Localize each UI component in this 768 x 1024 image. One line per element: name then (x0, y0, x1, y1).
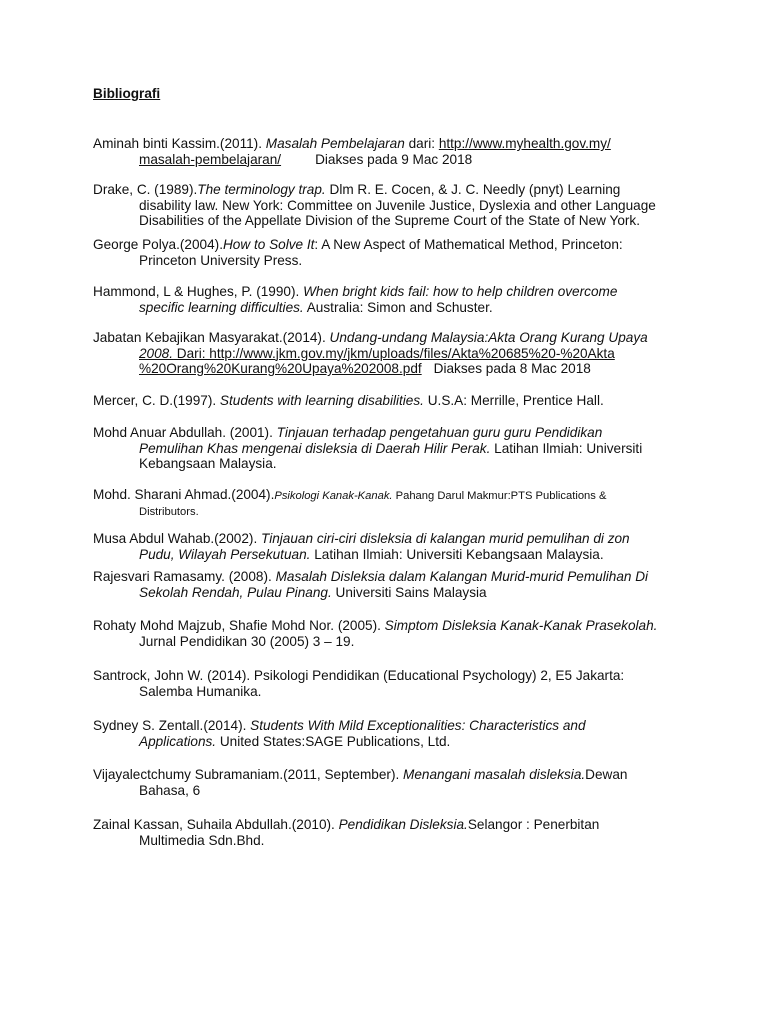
entry-author: Rajesvari Ramasamy. (2008). (93, 569, 276, 584)
bib-entry-rajesvari (93, 569, 693, 600)
entry-author: Vijayalectchumy Subramaniam.(2011, September). (93, 767, 404, 782)
entry-link-continued[interactable]: masalah-pembelajaran/ (139, 151, 282, 167)
bib-entry-santrock (93, 668, 693, 699)
entry-text: Selangor : Penerbitan (467, 817, 600, 832)
entry-title: Masalah Pembelajaran (265, 136, 405, 151)
entry-title: Psikologi Kanak-Kanak. (274, 490, 393, 502)
entry-title: Students With Mild Exceptionalities: Characteristics and (250, 718, 586, 733)
entry-title-continued: Sekolah Rendah, Pulau Pinang. (139, 584, 332, 600)
entry-text: Disabilities of the Appellate Division of the Supreme Court of the State of New York. (139, 213, 640, 228)
entry-text: Bahasa, 6 (139, 782, 201, 798)
entry-title: Students with learning disabilities. (219, 393, 424, 408)
entry-text: Australia: Simon and Schuster. (303, 299, 493, 315)
bib-entry-rohaty (93, 618, 693, 649)
bib-entry-zentall (93, 718, 693, 749)
bib-entry-sharani (93, 487, 693, 520)
bib-entry-musa (93, 531, 693, 562)
entry-author: Musa Abdul Wahab.(2002). (93, 531, 262, 546)
bib-entry-jkm (93, 330, 693, 377)
bib-entry-hammond (93, 284, 693, 315)
bib-entry-polya (93, 237, 693, 268)
entry-title: When bright kids fail: how to help children overcome (303, 284, 618, 299)
entry-author: Santrock, John W. (2014). Psikologi Pendidikan (Educational Psychology) 2, E5 Jakarta: (93, 668, 625, 683)
entry-text: Dewan (585, 767, 628, 782)
entry-author: Hammond, L & Hughes, P. (1990). (93, 284, 304, 299)
entry-text: U.S.A: Merrille, Prentice Hall. (423, 393, 604, 408)
entry-author: Mercer, C. D.(1997). (93, 393, 220, 408)
entry-title-continued: 2008. (139, 345, 174, 361)
entry-title: The terminology trap. (197, 182, 326, 197)
entry-text: Kebangsaan Malaysia. (139, 456, 277, 471)
entry-title-continued: specific learning difficulties. (139, 299, 304, 315)
entry-author: Jabatan Kebajikan Masyarakat.(2014). (93, 330, 330, 345)
bib-entry-drake (93, 182, 713, 229)
entry-text: Jurnal Pendidikan 30 (2005) 3 – 19. (139, 633, 355, 649)
entry-author: Aminah binti Kassim.(2011). (93, 136, 266, 151)
bib-entry-zainal (93, 817, 693, 848)
entry-author: Mohd. Sharani Ahmad.(2004). (93, 487, 275, 502)
bibliography-heading: Bibliografi (93, 86, 161, 101)
entry-text: Latihan Ilmiah: Universiti Kebangsaan Malaysia. (310, 546, 604, 562)
entry-title: Tinjauan ciri-ciri disleksia di kalangan murid pemulihan di zon (261, 531, 630, 546)
entry-text: Pahang Darul Makmur:PTS Publications & (392, 490, 607, 502)
entry-text: dari: (404, 136, 439, 151)
entry-title-continued: Pemulihan Khas mengenai disleksia di Daerah Hilir Perak. (139, 440, 491, 456)
entry-text: Dlm R. E. Cocen, & J. C. Needly (pnyt) Learning (325, 182, 621, 197)
bib-entry-vijayalectchumy (93, 767, 693, 798)
entry-text: Princeton University Press. (139, 252, 303, 268)
entry-link[interactable]: Dari: http://www.jkm.gov.my/jkm/uploads/files/Akta%20685%20-%20Akta (173, 345, 615, 361)
bib-entry-mohd-anuar (93, 425, 693, 472)
entry-text: Multimedia Sdn.Bhd. (139, 832, 265, 848)
entry-text: : A New Aspect of Mathematical Method, Princeton: (314, 237, 623, 252)
bib-entry-aminah (93, 136, 693, 167)
entry-author: Rohaty Mohd Majzub, Shafie Mohd Nor. (2005). (93, 618, 385, 633)
entry-author: George Polya.(2004). (93, 237, 223, 252)
entry-title: Undang-undang Malaysia:Akta Orang Kurang Upaya (329, 330, 648, 345)
entry-title: Masalah Disleksia dalam Kalangan Murid-murid Pemulihan Di (275, 569, 649, 584)
entry-text: Universiti Sains Malaysia (331, 584, 487, 600)
entry-author: Mohd Anuar Abdullah. (2001). (93, 425, 277, 440)
entry-access-date: Diakses pada 9 Mac 2018 (315, 151, 473, 167)
entry-title: Simptom Disleksia Kanak-Kanak Prasekolah. (384, 618, 658, 633)
entry-text: Salemba Humanika. (139, 683, 262, 699)
entry-link-continued[interactable]: %20Orang%20Kurang%20Upaya%202008.pdf (139, 361, 422, 376)
entry-author: Zainal Kassan, Suhaila Abdullah.(2010). (93, 817, 339, 832)
entry-text: disability law. New York: Committee on Juvenile Justice, Dyslexia and other Language (139, 197, 656, 213)
entry-title: Menangani masalah disleksia. (403, 767, 586, 782)
entry-access-date: Diakses pada 8 Mac 2018 (433, 361, 591, 376)
entry-title: How to Solve It (222, 237, 315, 252)
bib-entry-mercer (93, 393, 693, 409)
entry-title-continued: Pudu, Wilayah Persekutuan. (139, 546, 311, 562)
entry-title: Pendidikan Disleksia. (338, 817, 468, 832)
entry-text: Latihan Ilmiah: Universiti (490, 440, 643, 456)
entry-title: Tinjauan terhadap pengetahuan guru guru Pendidikan (276, 425, 603, 440)
entry-link[interactable]: http://www.myhealth.gov.my/ (438, 136, 611, 151)
entry-author: Sydney S. Zentall.(2014). (93, 718, 251, 733)
entry-title-continued: Applications. (139, 733, 217, 749)
entry-text: United States:SAGE Publications, Ltd. (216, 733, 451, 749)
entry-author: Drake, C. (1989). (93, 182, 198, 197)
entry-text: Distributors. (139, 505, 199, 518)
